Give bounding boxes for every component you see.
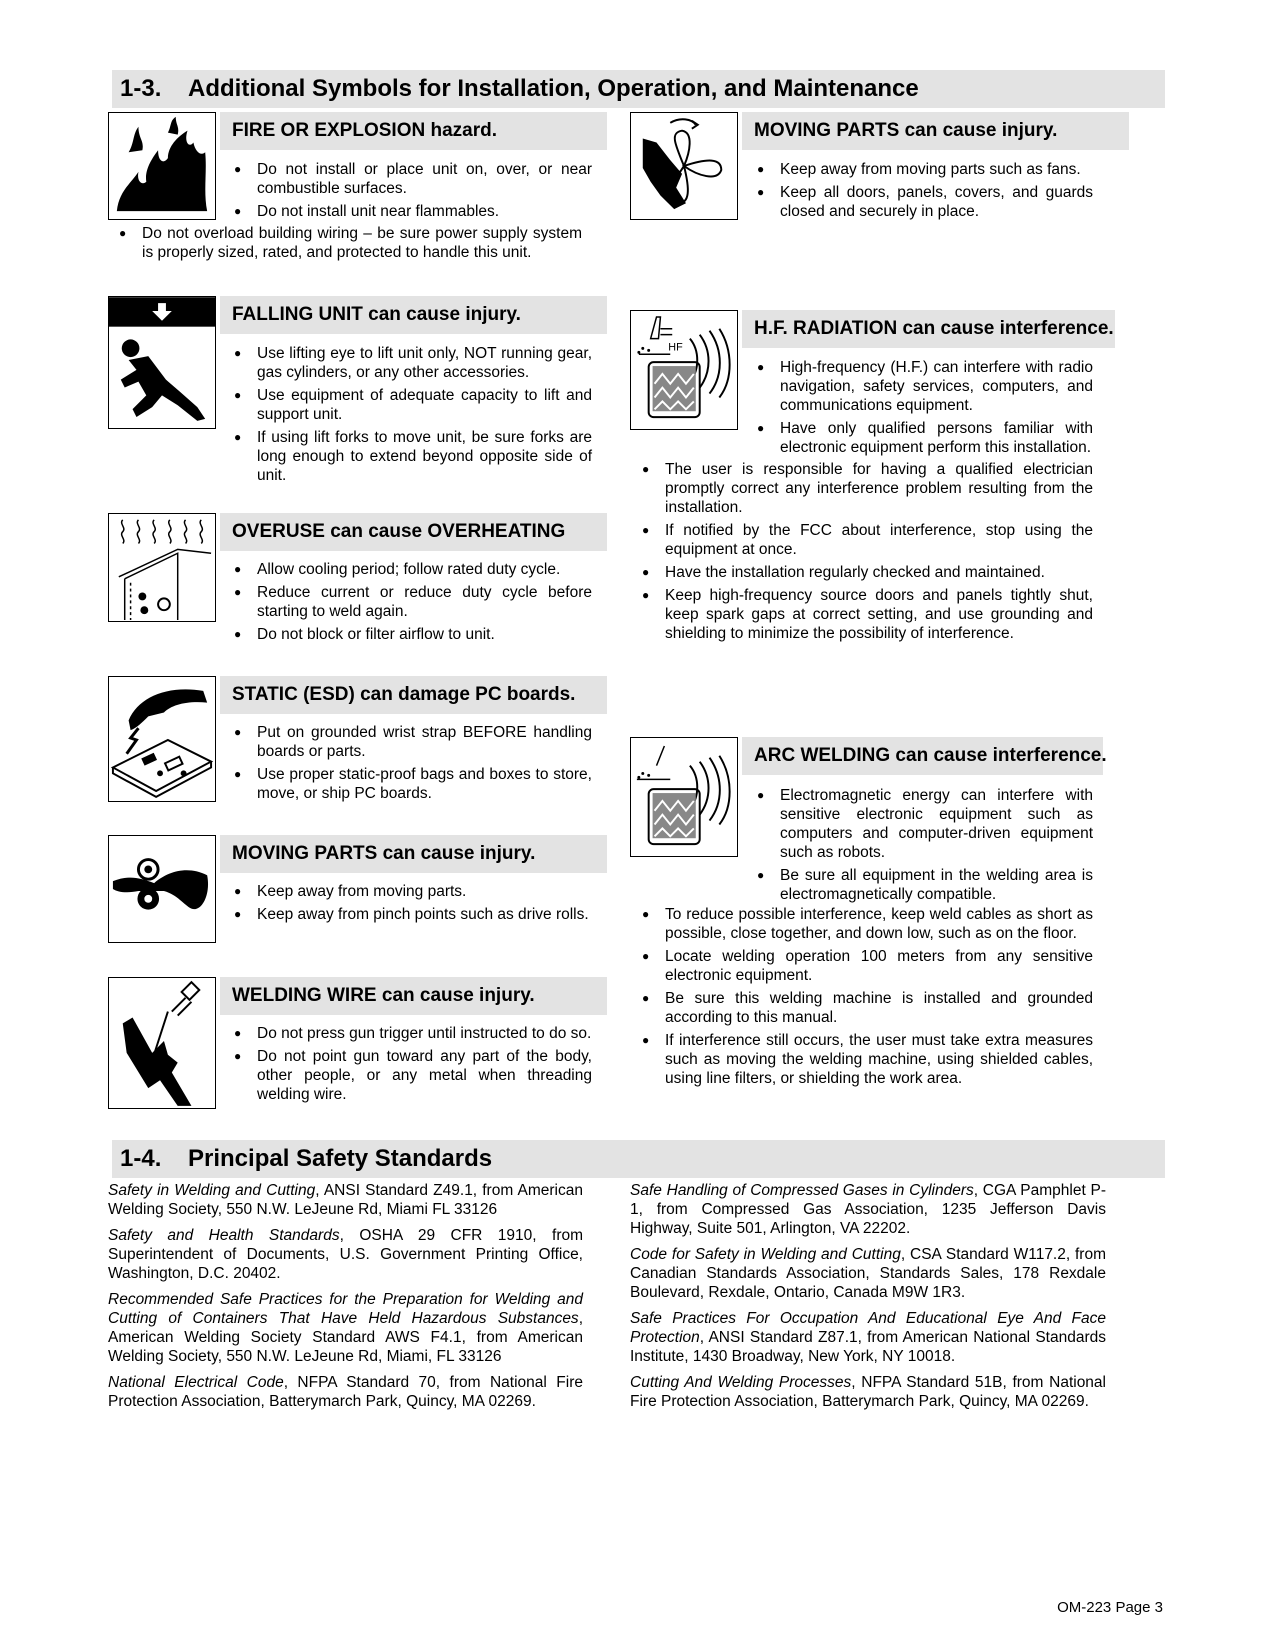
- standard-details: , ANSI Standard Z49.1, from American Welding Society, 550 N.W. LeJeune Rd, Miami FL 33126: [108, 1182, 583, 1218]
- bullet-item: ● Do not overload building wiring – be sure power supply system is properly sized, rated, and protected to handle this unit.: [117, 224, 582, 262]
- standard-entry: [630, 1373, 1106, 1411]
- arc-interference-bullets: [755, 786, 1093, 908]
- moving-parts-fans-bullets: [755, 160, 1093, 225]
- welding-wire-icon: [108, 977, 216, 1109]
- static-esd-bullets: [232, 723, 592, 807]
- standard-title: Cutting And Welding Processes: [630, 1374, 852, 1391]
- arc-extra-bullets: [640, 905, 1093, 1092]
- fire-extra-bullets: [117, 224, 582, 266]
- falling-unit-title: FALLING UNIT can cause injury.: [220, 296, 607, 334]
- arc-interference-icon: [630, 737, 738, 857]
- welding-wire-title: WELDING WIRE can cause injury.: [220, 977, 607, 1015]
- standard-title: Recommended Safe Practices for the Preparation for Welding and Cutting of Containers That Have Held Hazardous Substances: [108, 1291, 583, 1327]
- page-footer: OM-223 Page 3: [1057, 1599, 1163, 1616]
- drive-rolls-icon: [108, 835, 216, 943]
- section-1-3-heading: [112, 70, 1165, 108]
- bullet-item: ● Use equipment of adequate capacity to lift and support unit.: [232, 386, 592, 424]
- bullet-item: ● Put on grounded wrist strap BEFORE handling boards or parts.: [232, 723, 592, 761]
- standard-entry: [630, 1309, 1106, 1366]
- bullet-item: ● Do not point gun toward any part of the body, other people, or any metal when threading welding wire.: [232, 1047, 592, 1104]
- hf-radiation-icon: [630, 310, 738, 430]
- falling-unit-icon: [108, 296, 216, 429]
- bullet-item: ● If interference still occurs, the user must take extra measures such as moving the welding machine, using shielded cables, using line filters, or shielding the work area.: [640, 1031, 1093, 1088]
- standard-title: Code for Safety in Welding and Cutting: [630, 1246, 901, 1263]
- bullet-item: ● Do not install unit near flammables.: [232, 202, 592, 221]
- bullet-item: ● Use lifting eye to lift unit only, NOT running gear, gas cylinders, or any other accessories.: [232, 344, 592, 382]
- bullet-item: ● Use proper static-proof bags and boxes to store, move, or ship PC boards.: [232, 765, 592, 803]
- bullet-item: ● If notified by the FCC about interference, stop using the equipment at once.: [640, 521, 1093, 559]
- static-esd-title: STATIC (ESD) can damage PC boards.: [220, 676, 607, 714]
- bullet-item: ● Keep all doors, panels, covers, and guards closed and securely in place.: [755, 183, 1093, 221]
- hf-radiation-bullets: [755, 358, 1093, 461]
- bullet-item: ● If using lift forks to move unit, be sure forks are long enough to extend beyond opposite side of unit.: [232, 428, 592, 485]
- bullet-item: ● Reduce current or reduce duty cycle before starting to weld again.: [232, 583, 592, 621]
- standard-title: Safety in Welding and Cutting: [108, 1182, 316, 1199]
- section-number: 1-3.: [120, 75, 162, 102]
- standard-details: , OSHA 29 CFR 1910, from Superintendent of Documents, U.S. Government Printing Office, Washington, D.C. 20402.: [108, 1227, 584, 1282]
- moving-parts-fans-title: MOVING PARTS can cause injury.: [742, 112, 1129, 150]
- standard-details: , CSA Standard W117.2, from Canadian Standards Association, Standards Sales, 178 Rexdale Boulevard, Rexdale, Ontario, Canada M9W 1R3.: [630, 1246, 1107, 1301]
- standard-title: National Electrical Code: [108, 1374, 284, 1391]
- standard-title: Safety and Health Standards: [108, 1227, 340, 1244]
- standard-entry: [630, 1181, 1106, 1238]
- section-1-4-heading: [112, 1140, 1165, 1178]
- overheating-title: OVERUSE can cause OVERHEATING: [220, 513, 607, 551]
- fire-icon: [108, 112, 216, 220]
- standard-entry: [108, 1226, 583, 1283]
- fire-hazard-bullets: [232, 160, 592, 225]
- bullet-item: ● High-frequency (H.F.) can interfere with radio navigation, safety services, computers, and communications equipment.: [755, 358, 1093, 415]
- bullet-item: ● Keep away from moving parts such as fans.: [755, 160, 1093, 179]
- overheating-bullets: [232, 560, 592, 648]
- standard-entry: [108, 1181, 583, 1219]
- section-title: Additional Symbols for Installation, Operation, and Maintenance: [188, 75, 919, 102]
- standard-details: , NFPA Standard 51B, from National Fire Protection Association, Batterymarch Park, Quincy, MA 02269.: [630, 1374, 1106, 1410]
- fan-blade-icon: [630, 112, 738, 220]
- overheating-icon: [108, 513, 216, 622]
- welding-wire-bullets: [232, 1024, 592, 1108]
- bullet-item: ● Keep away from pinch points such as drive rolls.: [232, 905, 592, 924]
- arc-interference-title: ARC WELDING can cause interference.: [742, 737, 1103, 775]
- bullet-item: ● Do not block or filter airflow to unit.: [232, 625, 592, 644]
- falling-unit-bullets: [232, 344, 592, 489]
- bullet-item: ● Keep away from moving parts.: [232, 882, 592, 901]
- bullet-item: ● Be sure all equipment in the welding area is electromagnetically compatible.: [755, 866, 1093, 904]
- standard-entry: [108, 1290, 583, 1366]
- moving-parts-rolls-title: MOVING PARTS can cause injury.: [220, 835, 607, 873]
- standard-title: Safe Handling of Compressed Gases in Cylinders: [630, 1182, 974, 1199]
- bullet-item: ● Have the installation regularly checked and maintained.: [640, 563, 1093, 582]
- bullet-item: ● Allow cooling period; follow rated duty cycle.: [232, 560, 592, 579]
- standard-title: Safe Practices For Occupation And Educational Eye And Face Protection: [630, 1310, 1106, 1346]
- standard-entry: [630, 1245, 1106, 1302]
- bullet-item: ● Have only qualified persons familiar with electronic equipment perform this installation.: [755, 419, 1093, 457]
- standard-details: , ANSI Standard Z87.1, from American National Standards Institute, 1430 Broadway, New York, NY 10018.: [630, 1329, 1106, 1365]
- hf-label: HF: [668, 341, 683, 354]
- section-title: Principal Safety Standards: [188, 1145, 493, 1172]
- bullet-item: ● Do not press gun trigger until instructed to do so.: [232, 1024, 592, 1043]
- bullet-item: ● Keep high-frequency source doors and panels tightly shut, keep spark gaps at correct setting, and use grounding and shielding to minimize the possibility of interference.: [640, 586, 1093, 643]
- hf-extra-bullets: [640, 460, 1093, 647]
- standards-left-column: [108, 1181, 583, 1418]
- hf-radiation-title: H.F. RADIATION can cause interference.: [742, 310, 1115, 348]
- bullet-item: ● The user is responsible for having a qualified electrician promptly correct any interference problem resulting from the installation.: [640, 460, 1093, 517]
- fire-hazard-title: FIRE OR EXPLOSION hazard.: [220, 112, 607, 150]
- bullet-item: ● Locate welding operation 100 meters from any sensitive electronic equipment.: [640, 947, 1093, 985]
- bullet-item: ● Be sure this welding machine is installed and grounded according to this manual.: [640, 989, 1093, 1027]
- bullet-item: ● To reduce possible interference, keep weld cables as short as possible, close together, and down low, such as on the floor.: [640, 905, 1093, 943]
- standard-details: , NFPA Standard 70, from National Fire Protection Association, Batterymarch Park, Quincy, MA 02269.: [108, 1374, 583, 1410]
- standard-entry: [108, 1373, 583, 1411]
- static-esd-icon: [108, 676, 216, 802]
- moving-parts-rolls-bullets: [232, 882, 592, 928]
- standard-details: , CGA Pamphlet P-1, from Compressed Gas Association, 1235 Jefferson Davis Highway, Suite 501, Arlington, VA 22202.: [630, 1182, 1106, 1237]
- bullet-item: ● Do not install or place unit on, over, or near combustible surfaces.: [232, 160, 592, 198]
- standards-right-column: [630, 1181, 1106, 1418]
- section-number: 1-4.: [120, 1145, 162, 1172]
- standard-details: , American Welding Society Standard AWS F4.1, from American Welding Society, 550 N.W. LeJeune Rd, Miami, FL 33126: [108, 1310, 583, 1365]
- bullet-item: ● Electromagnetic energy can interfere with sensitive electronic equipment such as computers and computer-driven equipment such as robots.: [755, 786, 1093, 862]
